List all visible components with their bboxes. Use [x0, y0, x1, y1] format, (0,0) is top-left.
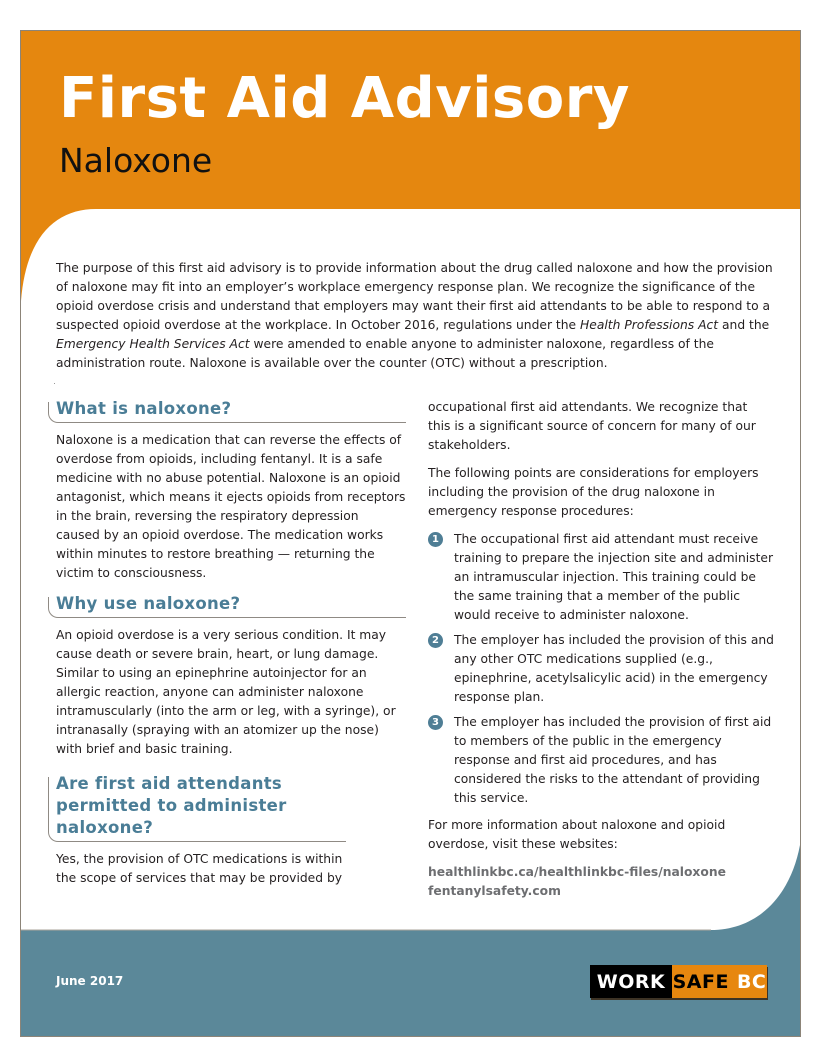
- list-item-text: The occupational first aid attendant must receive training to prepare the injection site and administer an intramuscular injection. This training could be the same training that a member of the public would receive to administer naloxone.: [454, 532, 774, 622]
- publication-date: June 2017: [56, 974, 124, 988]
- list-item: [428, 713, 778, 808]
- list-intro: The following points are considerations for employers including the provision of the drug naloxone in emergency response procedures:: [428, 466, 759, 518]
- section-heading: Why use naloxone?: [48, 593, 406, 618]
- continuation-paragraph: occupational first aid attendants. We recognize that this is a significant source of concern for many of our stakeholders.: [428, 400, 756, 452]
- more-info-text: For more information about naloxone and opioid overdose, visit these websites:: [428, 818, 726, 851]
- section-body: An opioid overdose is a very serious condition. It may cause death or severe brain, heart, or lung damage. Similar to using an epinephrine autoinjector for an allergic reaction, anyone can administer naloxone intramuscularly (into the arm or leg, with a syringe), or intranasally (spraying with an atomizer up the nose) with brief and basic training.: [56, 628, 396, 756]
- logo-bc-text: BC: [736, 970, 767, 993]
- document-page: [20, 30, 801, 1037]
- section-attendants-permitted: [56, 773, 406, 888]
- worksafebc-logo: [590, 965, 767, 998]
- page-title: First Aid Advisory: [59, 66, 630, 131]
- number-badge-icon: 3: [428, 715, 443, 730]
- fentanylsafety-link[interactable]: fentanylsafety.com: [428, 884, 561, 898]
- list-item-text: The employer has included the provision of this and any other OTC medications supplied (e.g., epinephrine, acetylsalicylic acid) in the emergency response plan.: [454, 633, 774, 704]
- stray-mark: [54, 383, 55, 384]
- intro-paragraph: [56, 259, 776, 373]
- logo-work-block: [590, 965, 672, 998]
- section-what-is-naloxone: [56, 398, 406, 583]
- section-why-use-naloxone: [56, 593, 406, 759]
- healthlinkbc-link[interactable]: healthlinkbc.ca/healthlinkbc-files/naloxone: [428, 865, 726, 879]
- right-column: [428, 398, 778, 901]
- page-subtitle: Naloxone: [59, 141, 213, 180]
- logo-safe-text: SAFE: [672, 970, 729, 993]
- section-heading: Are first aid attendants permitted to administer naloxone?: [48, 773, 346, 842]
- section-body: Yes, the provision of OTC medications is within the scope of services that may be provided by: [56, 852, 343, 885]
- intro-text: were amended to enable anyone to administer naloxone, regardless of the administration route. Naloxone is available over the counter (OTC) without a prescription.: [56, 337, 714, 370]
- intro-text: The purpose of this first aid advisory is to provide information about the drug called naloxone and how the provision of naloxone may fit into an employer’s workplace emergency response plan. We recognize the significance of the opioid overdose crisis and understand that employers may want their first aid attendants to be able to respond to a suspected opioid overdose at the workplace. In October 2016, regulations under the: [56, 261, 773, 332]
- number-badge-icon: 2: [428, 633, 443, 648]
- logo-work-text: WORK: [596, 970, 666, 993]
- list-item: [428, 631, 778, 707]
- section-heading: What is naloxone?: [48, 398, 406, 423]
- act-name: Health Professions Act: [580, 318, 719, 332]
- left-column: [56, 398, 406, 898]
- considerations-list: [428, 530, 778, 808]
- intro-text: and the: [718, 318, 770, 332]
- logo-safebc-block: [672, 965, 767, 998]
- number-badge-icon: 1: [428, 532, 443, 547]
- list-item-text: The employer has included the provision of first aid to members of the public in the emergency response and first aid procedures, and has considered the risks to the attendant of providing this service.: [454, 715, 772, 805]
- list-item: [428, 530, 778, 625]
- section-body: Naloxone is a medication that can reverse the effects of overdose from opioids, including fentanyl. It is a safe medicine with no abuse potential. Naloxone is an opioid antagonist, which means it ejects opioids from receptors in the brain, reversing the respiratory depression caused by an opioid overdose. The medication works within minutes to restore breathing — returning the victim to consciousness.: [56, 433, 406, 580]
- act-name: Emergency Health Services Act: [56, 337, 250, 351]
